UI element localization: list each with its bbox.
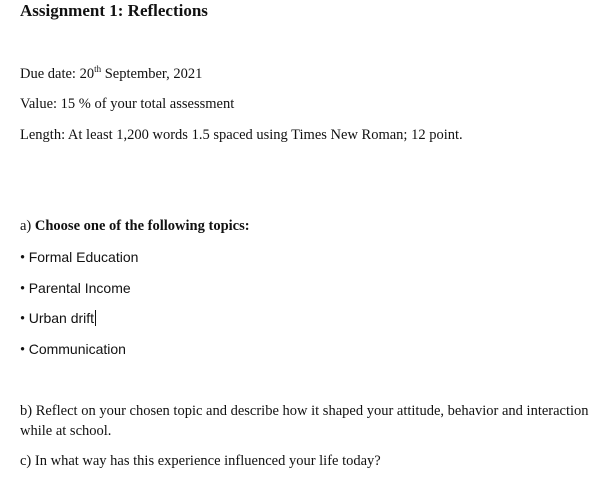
value-line: Value: 15 % of your total assessment xyxy=(20,96,235,112)
due-date-prefix: Due date: 20 xyxy=(20,66,95,82)
topic-item xyxy=(20,249,138,267)
topic-item xyxy=(20,310,96,328)
due-date-superscript: th xyxy=(94,64,102,75)
due-date-suffix: September, 2021 xyxy=(101,66,203,82)
bullet-icon: • xyxy=(20,342,26,358)
topic-label: Communication xyxy=(28,341,126,357)
section-a-prefix: a) xyxy=(20,218,35,234)
due-date-line xyxy=(20,66,202,83)
topic-label: Formal Education xyxy=(28,249,139,265)
length-line: Length: At least 1,200 words 1.5 spaced using Times New Roman; 12 point. xyxy=(20,127,463,143)
section-a-heading xyxy=(20,218,250,235)
topic-label: Parental Income xyxy=(28,280,131,296)
section-b-paragraph: b) Reflect on your chosen topic and describe how it shaped your attitude, behavior and interaction while at school. xyxy=(20,403,589,439)
topic-label: Urban drift xyxy=(28,310,95,326)
bullet-icon: • xyxy=(20,250,26,266)
bullet-icon: • xyxy=(20,281,26,297)
topic-item xyxy=(20,341,126,359)
bullet-icon: • xyxy=(20,311,26,327)
topic-item xyxy=(20,280,131,298)
section-a-bold-text: Choose one of the following topics: xyxy=(34,218,250,234)
section-c-paragraph: c) In what way has this experience influenced your life today? xyxy=(20,453,381,469)
text-cursor xyxy=(95,310,96,326)
document-title: Assignment 1: Reflections xyxy=(20,1,208,20)
